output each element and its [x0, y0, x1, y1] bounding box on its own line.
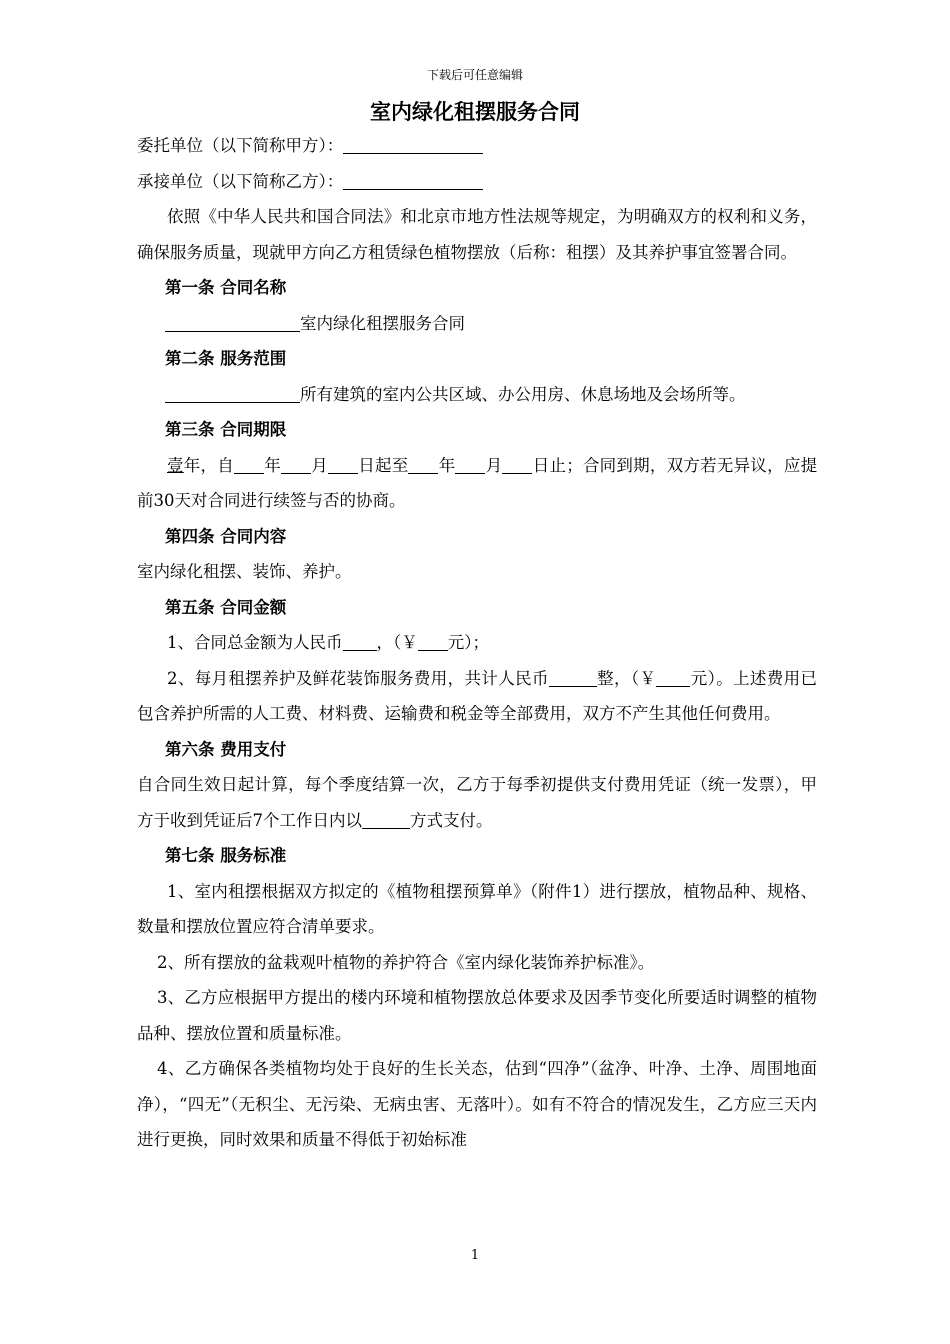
page-header: 下载后可任意编辑 — [426, 68, 523, 82]
article-7-item-1: 1、室内租摆根据双方拟定的《植物租摆预算单》（附件1）进行摆放，植物品种、规格、数量和摆放位置应符合清单要求。 — [137, 881, 817, 936]
term-value: 壹 — [167, 455, 184, 475]
article-7-item-4: 4、乙方确保各类植物均处于良好的生长关态，估到“四净”（盆净、叶净、土净、周围地面净），“四无”（无积尘、无污染、无病虫害、无落叶）。如有不符合的情况发生，乙方应三天内进行更换，同时效果和质量不得低于初始标准 — [137, 1059, 817, 1149]
article-7-item-3: 3、乙方应根据甲方提出的楼内环境和植物摆放总体要求及因季节变化所要适时调整的植物品种、摆放位置和质量标准。 — [137, 988, 817, 1043]
article-7-heading: 第七条 服务标准 — [165, 846, 287, 865]
article-5-heading: 第五条 合同金额 — [165, 597, 287, 617]
article-2-heading: 第二条 服务范围 — [165, 349, 287, 368]
page-number: 1 — [470, 1248, 480, 1263]
article-1-heading: 第一条 合同名称 — [165, 278, 287, 297]
article-2-blank — [165, 382, 300, 403]
party-a-blank — [343, 133, 483, 154]
start-month-blank — [281, 453, 311, 474]
article-1-line — [137, 306, 817, 342]
article-6-heading: 第六条 费用支付 — [165, 739, 287, 759]
party-a-line — [137, 128, 817, 164]
end-day-blank — [502, 453, 532, 474]
article-4-text: 室内绿化租摆、装饰、养护。 — [137, 562, 352, 581]
article-6-text: 自合同生效日起计算，每个季度结算一次，乙方于每季初提供支付费用凭证（统一发票），甲方于收到凭证后7个工作日内以 方式支付。 — [137, 775, 817, 830]
article-3-heading: 第三条 合同期限 — [165, 420, 287, 439]
monthly-amount-blank — [549, 666, 597, 687]
monthly-amount-figure-blank — [656, 666, 690, 687]
start-year-blank — [234, 453, 264, 474]
end-month-blank — [455, 453, 485, 474]
article-1-blank — [165, 311, 300, 332]
article-5-item-1: 1、合同总金额为人民币 ，（￥ 元）； — [137, 625, 817, 661]
document-title: 室内绿化租摆服务合同 — [370, 99, 580, 124]
article-2-text: 所有建筑的室内公共区域、办公用房、休息场地及会场所等。 — [300, 384, 746, 404]
party-b-label: 承接单位（以下简称乙方）： — [137, 171, 344, 191]
article-7-item-2: 2、所有摆放的盆栽观叶植物的养护符合《室内绿化装饰养护标准》。 — [157, 952, 655, 972]
end-year-blank — [408, 453, 438, 474]
article-4-heading: 第四条 合同内容 — [165, 526, 287, 546]
article-1-text: 室内绿化租摆服务合同 — [300, 313, 465, 333]
article-5-item-2: 2、每月租摆养护及鲜花装饰服务费用，共计人民币 整，（￥ 元）。上述费用已包含养护所需的人工费、材料费、运输费和税金等全部费用，双方不产生其他任何费用。 — [137, 661, 817, 732]
total-amount-blank — [343, 630, 377, 651]
start-day-blank — [328, 453, 358, 474]
payment-method-blank — [362, 808, 410, 829]
article-3-text: 壹年，自 年 月 日起至 年 月 日止；合同到期，双方若无异议，应提前30天对合同进行续签与否的协商。 — [137, 448, 817, 519]
contract-body — [137, 128, 817, 1158]
intro-paragraph: 依照《中华人民共和国合同法》和北京市地方性法规等规定，为明确双方的权利和义务，确保服务质量，现就甲方向乙方租赁绿色植物摆放（后称：租摆）及其养护事宜签署合同。 — [137, 207, 817, 262]
total-amount-figure-blank — [418, 630, 448, 651]
party-b-blank — [343, 169, 483, 190]
party-a-label: 委托单位（以下简称甲方）： — [137, 136, 344, 155]
party-b-line — [137, 164, 817, 200]
article-2-line — [137, 377, 817, 413]
